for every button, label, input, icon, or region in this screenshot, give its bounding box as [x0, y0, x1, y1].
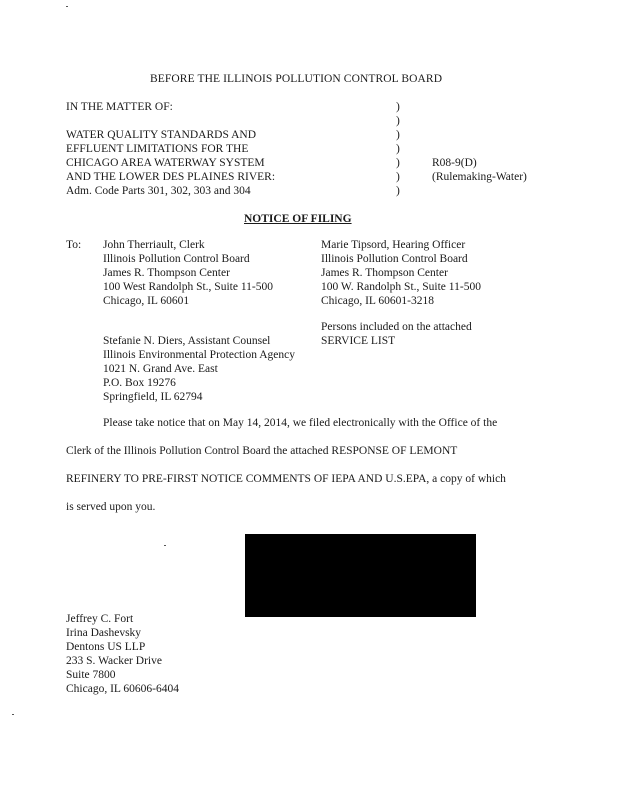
body-line: Clerk of the Illinois Pollution Control Board the attached RESPONSE OF LEMONT [66, 445, 458, 457]
signature-line: Jeffrey C. Fort [66, 613, 134, 625]
caption-line: AND THE LOWER DES PLAINES RIVER: [66, 171, 276, 183]
case-number: R08-9(D) [432, 157, 477, 169]
recipient-line: Stefanie N. Diers, Assistant Counsel [103, 335, 271, 347]
signature-line: 233 S. Wacker Drive [66, 655, 162, 667]
recipient-line: James R. Thompson Center [103, 267, 230, 279]
recipient-line: Springfield, IL 62794 [103, 391, 203, 403]
recipient-line: Chicago, IL 60601-3218 [321, 295, 434, 307]
signature-line: Chicago, IL 60606-6404 [66, 683, 179, 695]
caption-paren: ) [396, 101, 400, 113]
body-line: REFINERY TO PRE-FIRST NOTICE COMMENTS OF IEPA AND U.S.EPA, a copy of which [66, 473, 506, 485]
recipient-line: Illinois Pollution Control Board [103, 253, 250, 265]
scan-speck [12, 714, 14, 715]
recipient-line: Illinois Pollution Control Board [321, 253, 468, 265]
recipient-line: James R. Thompson Center [321, 267, 448, 279]
to-label: To: [66, 239, 82, 251]
recipient-line: John Therriault, Clerk [103, 239, 205, 251]
caption-paren: ) [396, 115, 400, 127]
caption-paren: ) [396, 157, 400, 169]
notice-title: NOTICE OF FILING [244, 213, 352, 225]
caption-line: Adm. Code Parts 301, 302, 303 and 304 [66, 185, 251, 197]
recipient-line: Illinois Environmental Protection Agency [103, 349, 295, 361]
recipient-line: P.O. Box 19276 [103, 377, 176, 389]
recipient-line: 100 West Randolph St., Suite 11-500 [103, 281, 273, 293]
caption-paren: ) [396, 129, 400, 141]
case-type: (Rulemaking-Water) [432, 171, 527, 183]
signature-line: Irina Dashevsky [66, 627, 142, 639]
caption-paren: ) [396, 143, 400, 155]
redacted-signature [245, 534, 476, 617]
caption-line: EFFLUENT LIMITATIONS FOR THE [66, 143, 249, 155]
body-line: is served upon you. [66, 501, 156, 513]
board-heading: BEFORE THE ILLINOIS POLLUTION CONTROL BOARD [150, 73, 443, 85]
recipient-line: 1021 N. Grand Ave. East [103, 363, 218, 375]
caption-line: IN THE MATTER OF: [66, 101, 173, 113]
recipient-line: 100 W. Randolph St., Suite 11-500 [321, 281, 481, 293]
caption-line: WATER QUALITY STANDARDS AND [66, 129, 256, 141]
signature-line: Dentons US LLP [66, 641, 146, 653]
caption-line: CHICAGO AREA WATERWAY SYSTEM [66, 157, 265, 169]
recipient-line: Marie Tipsord, Hearing Officer [321, 239, 466, 251]
scan-speck [66, 6, 68, 7]
recipient-line: Chicago, IL 60601 [103, 295, 190, 307]
body-line: Please take notice that on May 14, 2014, we filed electronically with the Office of the [103, 417, 498, 429]
scan-speck [164, 545, 166, 546]
signature-line: Suite 7800 [66, 669, 116, 681]
recipient-line: Persons included on the attached [321, 321, 472, 333]
recipient-line: SERVICE LIST [321, 335, 396, 347]
caption-paren: ) [396, 185, 400, 197]
caption-paren: ) [396, 171, 400, 183]
